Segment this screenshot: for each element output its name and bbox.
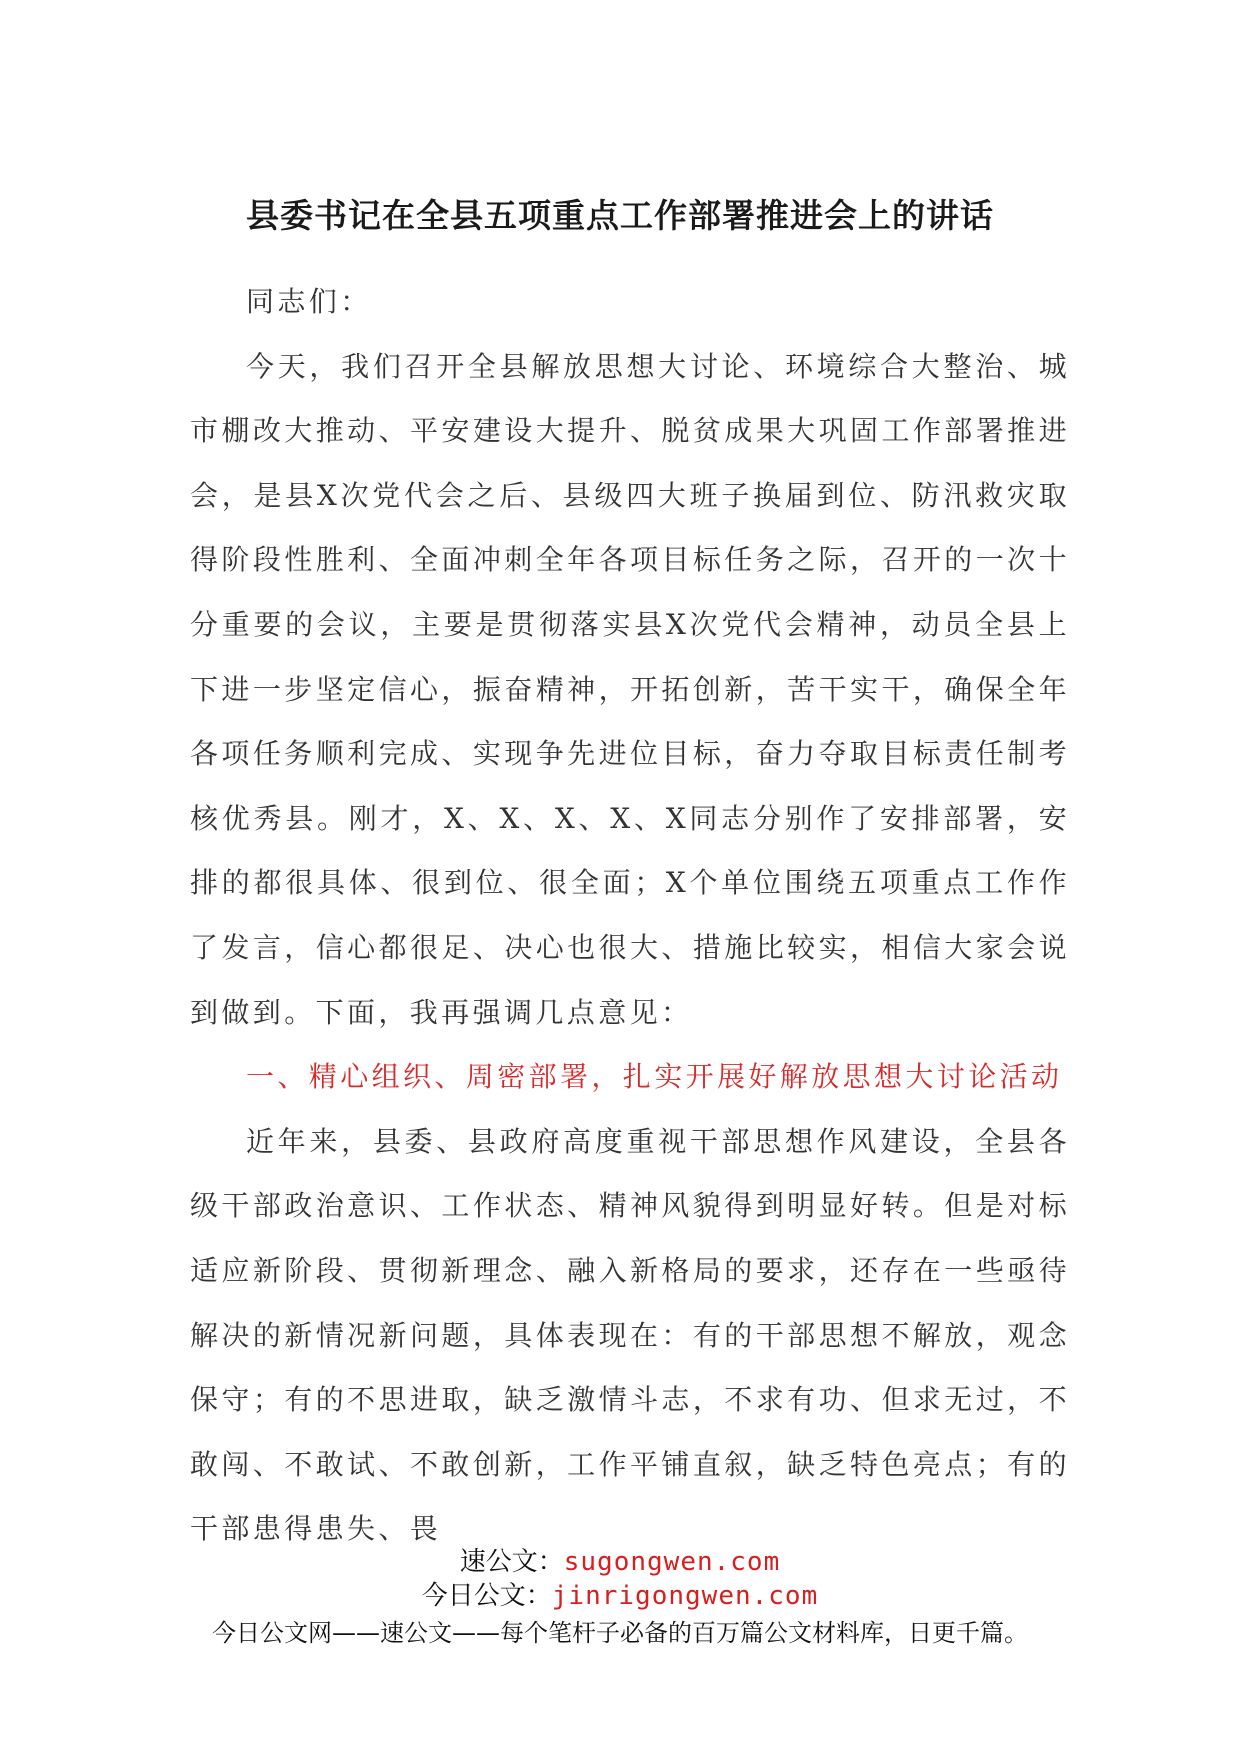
document-body	[190, 270, 1070, 1562]
document-title: 县委书记在全县五项重点工作部署推进会上的讲话	[246, 196, 994, 235]
footer-label-sugongwen: 速公文：	[459, 1547, 564, 1577]
section-1-paragraph: 近年来，县委、县政府高度重视干部思想作风建设，全县各级干部政治意识、工作状态、精神风貌得到明显好转。但是对标适应新阶段、贯彻新理念、融入新格局的要求，还存在一些亟待解决的新情况新问题，具体表现在：有的干部思想不解放，观念保守；有的不思进取，缺乏激情斗志，不求有功、但求无过，不敢闯、不敢试、不敢创新，工作平铺直叙，缺乏特色亮点；有的干部患得患失、畏	[190, 1124, 1070, 1546]
footer-label-jinrigongwen: 今日公文：	[421, 1581, 552, 1611]
footer-link-sugongwen[interactable]: sugongwen.com	[563, 1547, 781, 1577]
watermark-footer	[0, 1545, 1240, 1651]
footer-link-jinrigongwen[interactable]: jinrigongwen.com	[551, 1581, 819, 1611]
footer-line-sugongwen	[0, 1545, 1240, 1579]
intro-paragraph: 今天，我们召开全县解放思想大讨论、环境综合大整治、城市棚改大推动、平安建设大提升、脱贫成果大巩固工作部署推进会，是县X次党代会之后、县级四大班子换届到位、防汛救灾取得阶段性胜利、全面冲刺全年各项目标任务之际，召开的一次十分重要的会议，主要是贯彻落实县X次党代会精神，动员全县上下进一步坚定信心，振奋精神，开拓创新，苦干实干，确保全年各项任务顺利完成、实现争先进位目标，奋力夺取目标责任制考核优秀县。刚才，X、X、X、X、X同志分别作了安排部署，安排的都很具体、很到位、很全面；X个单位围绕五项重点工作作了发言，信心都很足、决心也很大、措施比较实，相信大家会说到做到。下面，我再强调几点意见：	[190, 349, 1070, 1029]
section-heading-1: 一、精心组织、周密部署，扎实开展好解放思想大讨论活动	[246, 1060, 1063, 1094]
salutation-paragraph: 同志们：	[246, 285, 372, 318]
footer-slogan: 今日公文网——速公文——每个笔杆子必备的百万篇公文材料库，日更千篇。	[212, 1619, 1028, 1647]
footer-line-jinrigongwen	[0, 1579, 1240, 1613]
